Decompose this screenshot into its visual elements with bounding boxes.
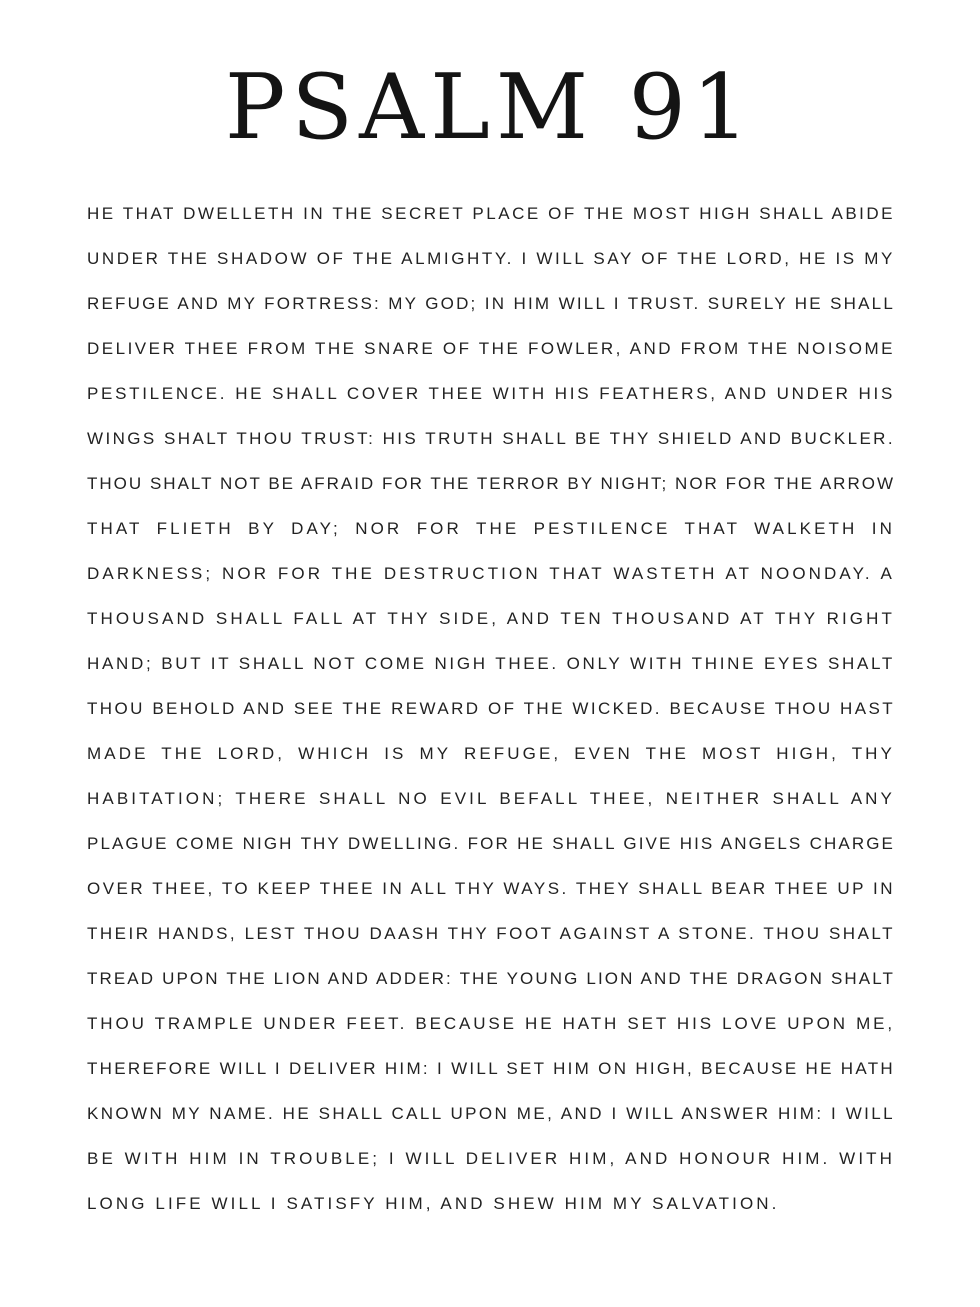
text-line: THAT FLIETH BY DAY; NOR FOR THE PESTILENCE THAT WALKETH IN xyxy=(87,519,895,538)
text-line: DELIVER THEE FROM THE SNARE OF THE FOWLER, AND FROM THE NOISOME xyxy=(87,339,895,358)
text-line: WINGS SHALT THOU TRUST: HIS TRUTH SHALL BE THY SHIELD AND BUCKLER. xyxy=(87,429,895,448)
text-line: THEREFORE WILL I DELIVER HIM: I WILL SET HIM ON HIGH, BECAUSE HE HATH xyxy=(87,1059,895,1078)
text-line: THEIR HANDS, LEST THOU DAASH THY FOOT AGAINST A STONE. THOU SHALT xyxy=(87,924,895,943)
text-line: PESTILENCE. HE SHALL COVER THEE WITH HIS FEATHERS, AND UNDER HIS xyxy=(87,384,895,403)
text-line: DARKNESS; NOR FOR THE DESTRUCTION THAT WASTETH AT NOONDAY. A xyxy=(87,564,895,583)
text-line: KNOWN MY NAME. HE SHALL CALL UPON ME, AND I WILL ANSWER HIM: I WILL xyxy=(87,1104,895,1123)
text-line: OVER THEE, TO KEEP THEE IN ALL THY WAYS. THEY SHALL BEAR THEE UP IN xyxy=(87,879,895,898)
text-line: REFUGE AND MY FORTRESS: MY GOD; IN HIM WILL I TRUST. SURELY HE SHALL xyxy=(87,294,895,313)
text-line: BE WITH HIM IN TROUBLE; I WILL DELIVER HIM, AND HONOUR HIM. WITH xyxy=(87,1149,895,1168)
page-title: PSALM 91 xyxy=(224,55,756,160)
text-line: HABITATION; THERE SHALL NO EVIL BEFALL THEE, NEITHER SHALL ANY xyxy=(87,789,895,808)
text-line: THOU TRAMPLE UNDER FEET. BECAUSE HE HATH SET HIS LOVE UPON ME, xyxy=(87,1014,895,1033)
text-line: PLAGUE COME NIGH THY DWELLING. FOR HE SHALL GIVE HIS ANGELS CHARGE xyxy=(87,834,895,853)
text-line: TREAD UPON THE LION AND ADDER: THE YOUNG LION AND THE DRAGON SHALT xyxy=(87,969,895,988)
text-line: HAND; BUT IT SHALL NOT COME NIGH THEE. ONLY WITH THINE EYES SHALT xyxy=(87,654,895,673)
text-line: HE THAT DWELLETH IN THE SECRET PLACE OF THE MOST HIGH SHALL ABIDE xyxy=(87,204,895,223)
text-line: UNDER THE SHADOW OF THE ALMIGHTY. I WILL SAY OF THE LORD, HE IS MY xyxy=(87,249,895,268)
text-line: THOU BEHOLD AND SEE THE REWARD OF THE WICKED. BECAUSE THOU HAST xyxy=(87,699,895,718)
text-line: THOUSAND SHALL FALL AT THY SIDE, AND TEN THOUSAND AT THY RIGHT xyxy=(87,609,895,628)
text-line: MADE THE LORD, WHICH IS MY REFUGE, EVEN THE MOST HIGH, THY xyxy=(87,744,895,763)
text-line: THOU SHALT NOT BE AFRAID FOR THE TERROR BY NIGHT; NOR FOR THE ARROW xyxy=(87,474,895,493)
text-line: LONG LIFE WILL I SATISFY HIM, AND SHEW HIM MY SALVATION. xyxy=(87,1194,780,1213)
psalm-body xyxy=(87,196,895,1231)
